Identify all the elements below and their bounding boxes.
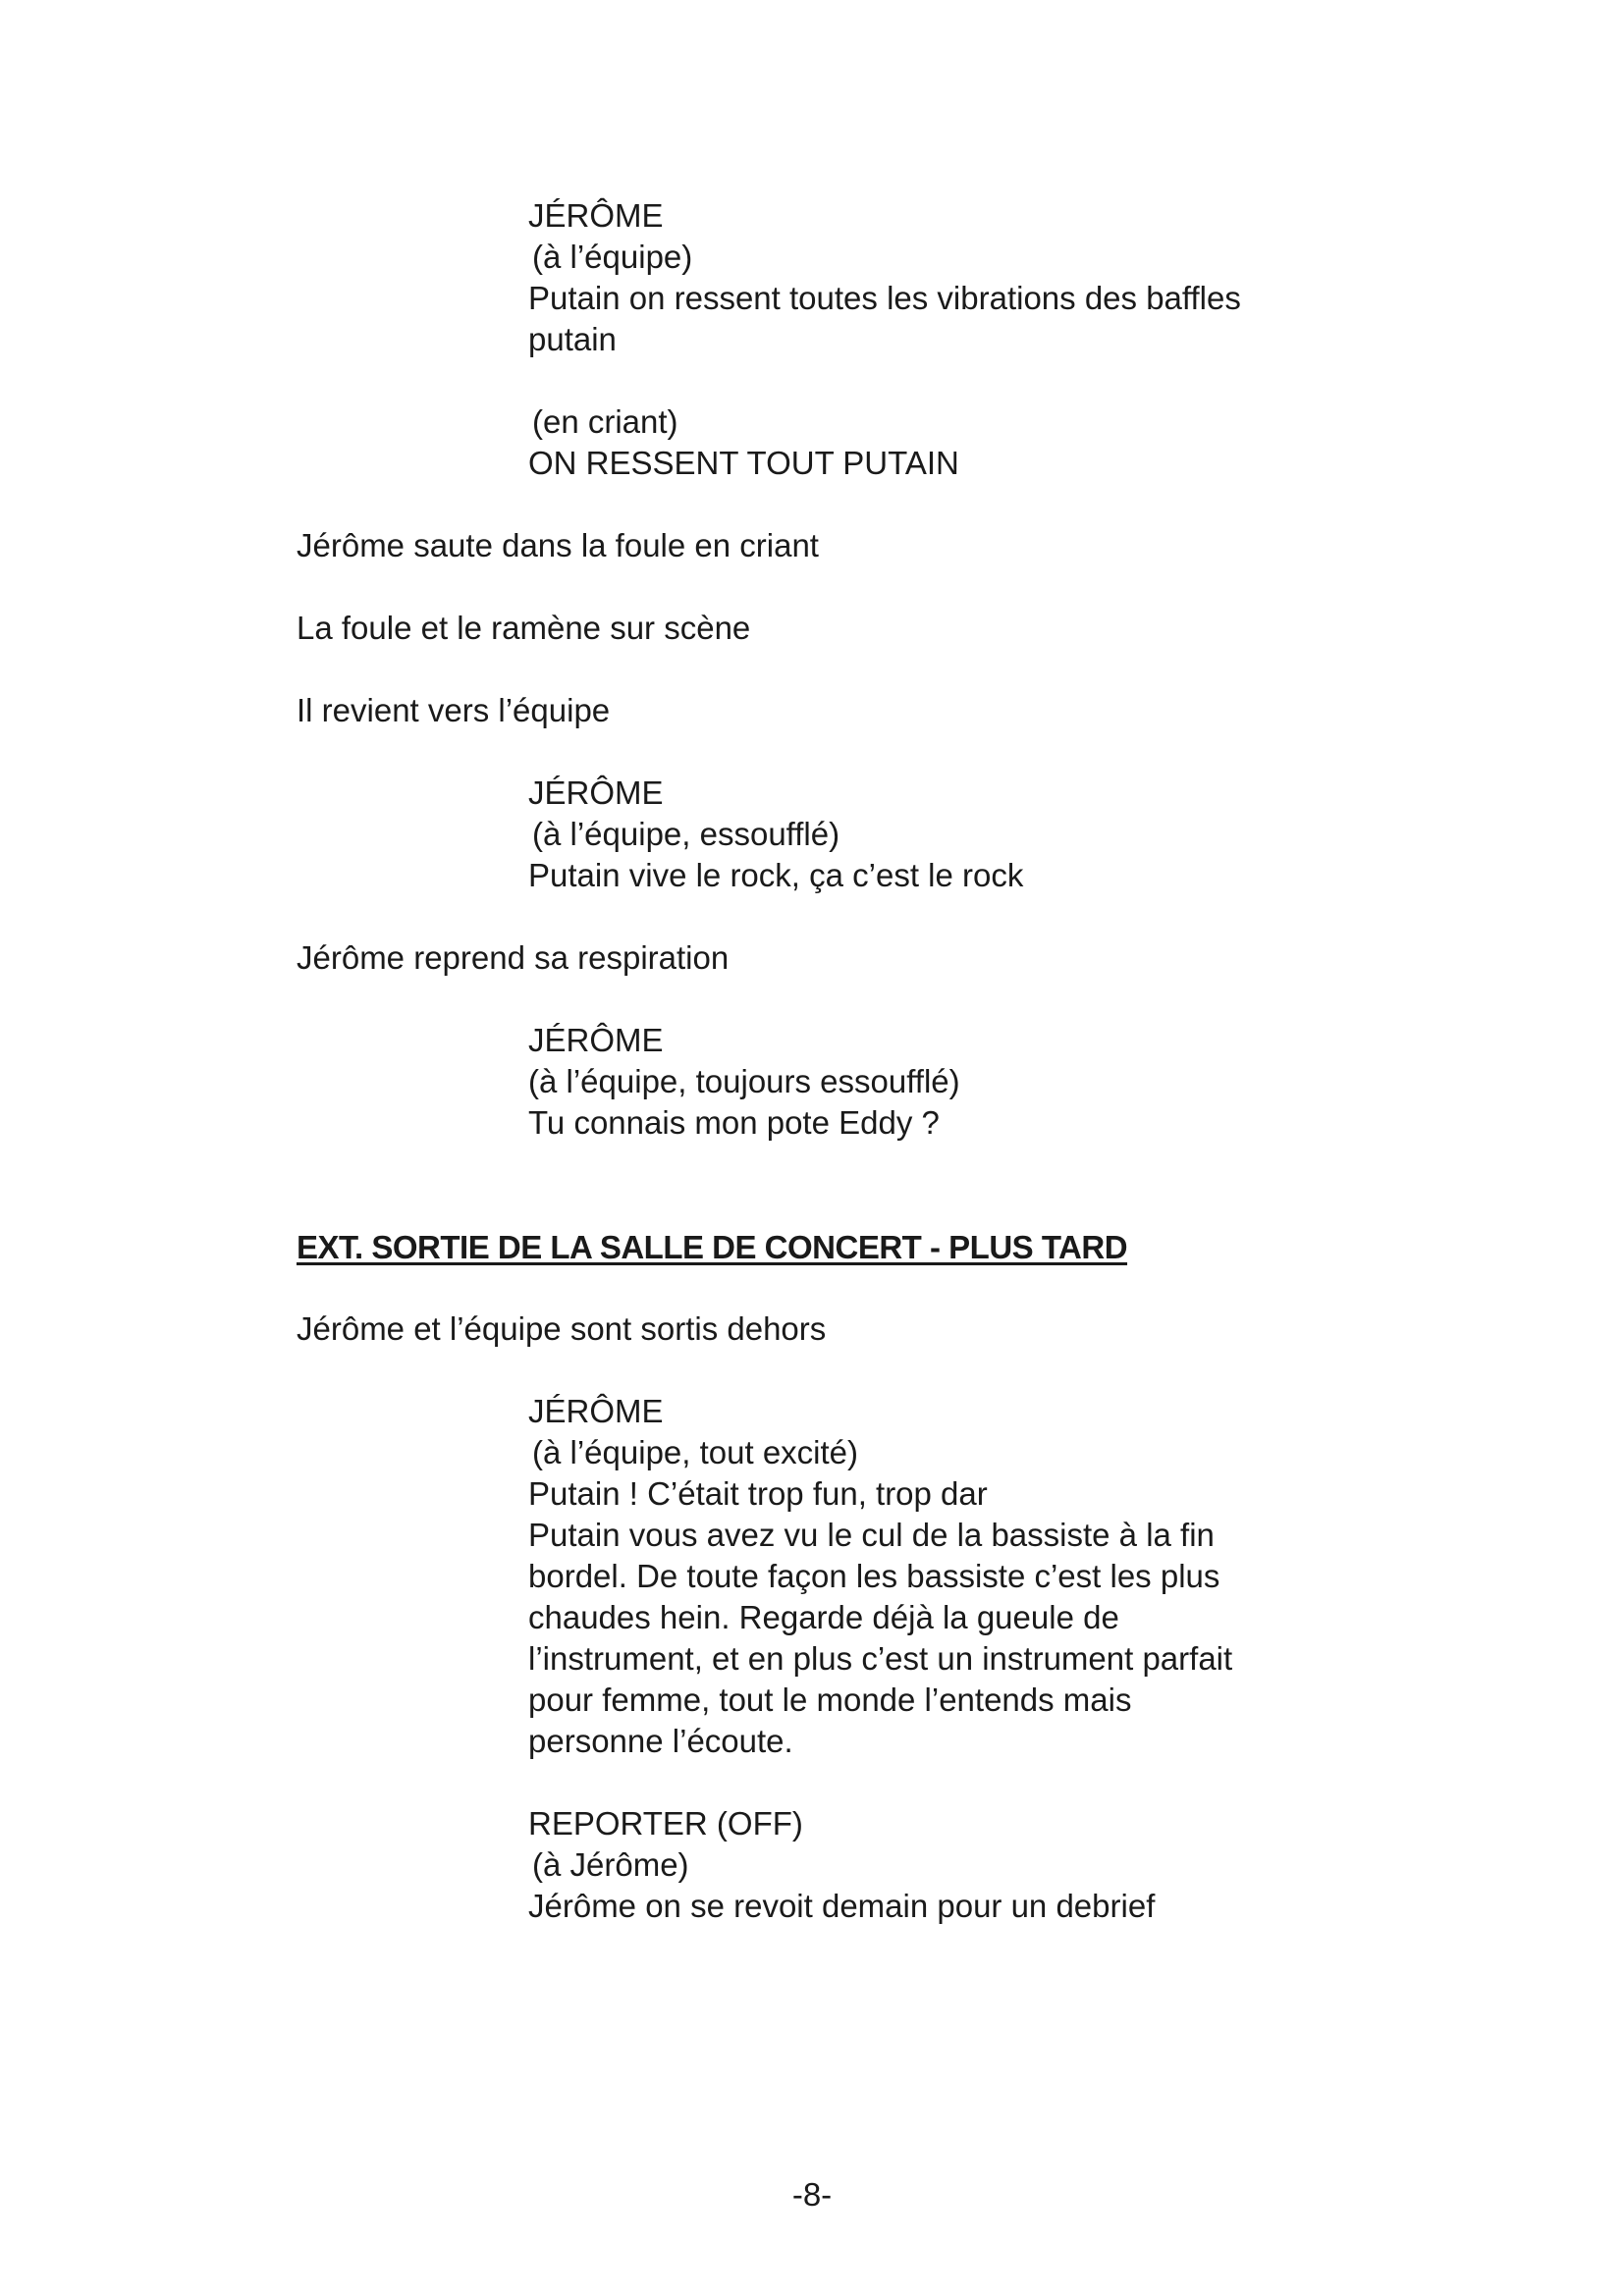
dialogue-line: Jérôme on se revoit demain pour un debrief <box>528 1888 1156 1924</box>
dialogue-line: Tu connais mon pote Eddy ? <box>528 1104 940 1141</box>
dialogue-line: ON RESSENT TOUT PUTAIN <box>528 445 959 481</box>
dialogue-line: bordel. De toute façon les bassiste c’est les plus <box>528 1558 1220 1594</box>
dialogue-line: putain <box>528 321 617 357</box>
dialogue-line: Putain vous avez vu le cul de la bassiste à la fin <box>528 1517 1215 1553</box>
character-name: JÉRÔME <box>528 197 664 234</box>
character-name: REPORTER (OFF) <box>528 1805 803 1842</box>
parenthetical: (à l’équipe, essoufflé) <box>532 816 840 852</box>
parenthetical: (à l’équipe) <box>532 239 693 275</box>
parenthetical: (en criant) <box>532 403 678 440</box>
page-number: -8- <box>791 2176 833 2213</box>
dialogue-line: Putain ! C’était trop fun, trop dar <box>528 1475 988 1512</box>
action-line: Jérôme reprend sa respiration <box>297 939 730 976</box>
action-line: La foule et le ramène sur scène <box>297 610 751 646</box>
action-line: Jérôme saute dans la foule en criant <box>297 527 819 563</box>
character-name: JÉRÔME <box>528 1022 664 1058</box>
dialogue-line: Putain vive le rock, ça c’est le rock <box>528 857 1024 893</box>
parenthetical: (à l’équipe, tout excité) <box>532 1434 859 1470</box>
character-name: JÉRÔME <box>528 1393 664 1429</box>
scene-heading: EXT. SORTIE DE LA SALLE DE CONCERT - PLUS TARD <box>297 1229 1128 1265</box>
parenthetical: (à l’équipe, toujours essoufflé) <box>528 1063 960 1099</box>
character-name: JÉRÔME <box>528 774 664 811</box>
action-line: Jérôme et l’équipe sont sortis dehors <box>297 1310 827 1347</box>
dialogue-line: chaudes hein. Regarde déjà la gueule de <box>528 1599 1119 1635</box>
action-line: Il revient vers l’équipe <box>297 692 611 728</box>
dialogue-line: l’instrument, et en plus c’est un instrument parfait <box>528 1640 1233 1677</box>
dialogue-line: Putain on ressent toutes les vibrations des baffles <box>528 280 1241 316</box>
parenthetical: (à Jérôme) <box>532 1846 689 1883</box>
dialogue-line: personne l’écoute. <box>528 1723 793 1759</box>
dialogue-line: pour femme, tout le monde l’entends mais <box>528 1682 1132 1718</box>
